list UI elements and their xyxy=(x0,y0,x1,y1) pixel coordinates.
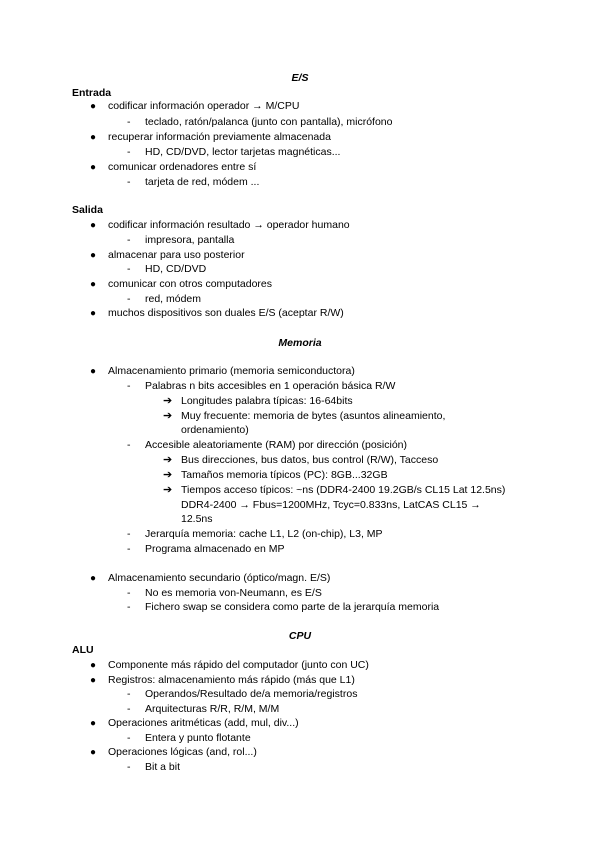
bullet-icon: ● xyxy=(90,675,97,686)
list-item: impresora, pantalla xyxy=(145,234,235,246)
heading-salida: Salida xyxy=(72,204,103,216)
list-item: codificar información resultado → operador humano xyxy=(108,219,350,231)
list-item: muchos dispositivos son duales E/S (aceptar R/W) xyxy=(108,307,344,319)
dash-icon: - xyxy=(127,732,131,744)
list-item: red, módem xyxy=(145,293,202,305)
list-item: Operandos/Resultado de/a memoria/registros xyxy=(145,688,358,700)
arrow-icon: ➔ xyxy=(163,469,173,481)
list-item: Muy frecuente: memoria de bytes (asuntos alineamiento, xyxy=(181,410,446,422)
list-item-continuation: DDR4-2400 → Fbus=1200MHz, Tcyc=0.833ns, LatCAS CL15 → xyxy=(181,499,481,511)
bullet-icon: ● xyxy=(90,132,97,143)
dash-icon: - xyxy=(127,703,131,715)
bullet-icon: ● xyxy=(90,279,97,290)
bullet-icon: ● xyxy=(90,660,97,671)
bullet-icon: ● xyxy=(90,220,97,231)
dash-icon: - xyxy=(127,688,131,700)
bullet-icon: ● xyxy=(90,718,97,729)
bullet-icon: ● xyxy=(90,101,97,112)
list-item: comunicar ordenadores entre sí xyxy=(108,161,257,173)
list-item: Tiempos acceso típicos: ~ns (DDR4-2400 19.2GB/s CL15 Lat 12.5ns) xyxy=(181,484,506,496)
arrow-icon: ➔ xyxy=(163,484,173,496)
dash-icon: - xyxy=(127,116,131,128)
list-item: tarjeta de red, módem ... xyxy=(145,176,260,188)
list-item: Fichero swap se considera como parte de la jerarquía memoria xyxy=(145,601,440,613)
bullet-icon: ● xyxy=(90,162,97,173)
dash-icon: - xyxy=(127,293,131,305)
list-item: Operaciones aritméticas (add, mul, div...) xyxy=(108,717,299,729)
list-item: No es memoria von-Neumann, es E/S xyxy=(145,587,322,599)
list-item: comunicar con otros computadores xyxy=(108,278,272,290)
dash-icon: - xyxy=(127,543,131,555)
list-item: HD, CD/DVD xyxy=(145,263,207,275)
list-item: Operaciones lógicas (and, rol...) xyxy=(108,746,257,758)
dash-icon: - xyxy=(127,601,131,613)
arrow-icon: ➔ xyxy=(163,410,173,422)
dash-icon: - xyxy=(127,761,131,773)
dash-icon: - xyxy=(127,439,131,451)
list-item: Accesible aleatoriamente (RAM) por dirección (posición) xyxy=(145,439,408,451)
list-item: codificar información operador → M/CPU xyxy=(108,100,300,112)
list-item: recuperar información previamente almacenada xyxy=(108,131,331,143)
list-item: Longitudes palabra típicas: 16-64bits xyxy=(181,395,353,407)
dash-icon: - xyxy=(127,587,131,599)
list-item: Bus direcciones, bus datos, bus control (R/W), Tacceso xyxy=(181,454,439,466)
list-item: teclado, ratón/palanca (junto con pantalla), micrófono xyxy=(145,116,393,128)
dash-icon: - xyxy=(127,263,131,275)
list-item: Tamaños memoria típicos (PC): 8GB...32GB xyxy=(181,469,388,481)
dash-icon: - xyxy=(127,234,131,246)
bullet-icon: ● xyxy=(90,747,97,758)
list-item: Programa almacenado en MP xyxy=(145,543,285,555)
bullet-icon: ● xyxy=(90,573,97,584)
bullet-icon: ● xyxy=(90,250,97,261)
list-item: Almacenamiento primario (memoria semiconductora) xyxy=(108,365,355,377)
section-title-es: E/S xyxy=(291,72,309,84)
heading-alu: ALU xyxy=(72,644,94,656)
arrow-icon: ➔ xyxy=(163,454,173,466)
dash-icon: - xyxy=(127,528,131,540)
section-title-cpu: CPU xyxy=(288,630,312,642)
list-item: Entera y punto flotante xyxy=(145,732,251,744)
list-item: Palabras n bits accesibles en 1 operación básica R/W xyxy=(145,380,396,392)
list-item-continuation: ordenamiento) xyxy=(181,424,249,436)
dash-icon: - xyxy=(127,380,131,392)
list-item: Componente más rápido del computador (junto con UC) xyxy=(108,659,369,671)
list-item: Almacenamiento secundario (óptico/magn. E/S) xyxy=(108,572,331,584)
dash-icon: - xyxy=(127,146,131,158)
list-item: Jerarquía memoria: cache L1, L2 (on-chip), L3, MP xyxy=(145,528,383,540)
arrow-icon: ➔ xyxy=(163,395,173,407)
list-item: Arquitecturas R/R, R/M, M/M xyxy=(145,703,280,715)
section-title-memoria: Memoria xyxy=(278,337,322,349)
list-item: Bit a bit xyxy=(145,761,181,773)
dash-icon: - xyxy=(127,176,131,188)
bullet-icon: ● xyxy=(90,308,97,319)
list-item: HD, CD/DVD, lector tarjetas magnéticas... xyxy=(145,146,341,158)
list-item-continuation: 12.5ns xyxy=(181,513,213,525)
bullet-icon: ● xyxy=(90,366,97,377)
list-item: almacenar para uso posterior xyxy=(108,249,245,261)
list-item: Registros: almacenamiento más rápido (más que L1) xyxy=(108,674,355,686)
heading-entrada: Entrada xyxy=(72,87,112,99)
